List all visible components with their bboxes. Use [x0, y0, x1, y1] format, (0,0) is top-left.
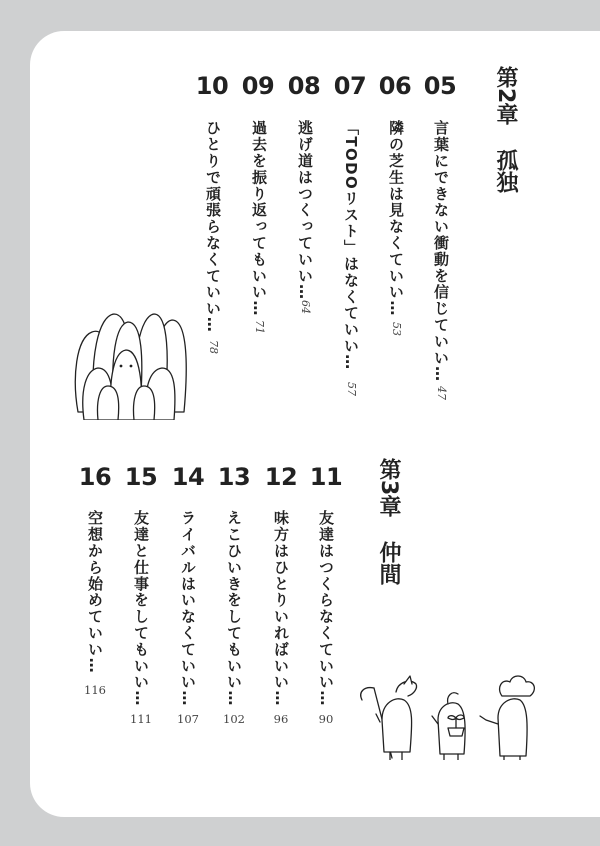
chapter-3-label: 第3章: [376, 458, 401, 518]
entry-10-number: 10: [195, 72, 229, 100]
entry-12-number: 12: [264, 463, 298, 491]
entry-14-page: 107: [177, 712, 199, 726]
entry-05-page: 47: [435, 386, 448, 400]
entry-09-number: 09: [241, 72, 275, 100]
entry-09-page: 71: [253, 320, 266, 334]
entry-11-number: 11: [309, 463, 343, 491]
three-figures-illustration: [352, 666, 542, 760]
entry-16-page: 116: [84, 683, 106, 697]
chapter-3-heading: [376, 458, 400, 585]
chapter-2-subtitle: 孤独: [493, 149, 518, 194]
entry-15-number: 15: [124, 463, 158, 491]
entry-08-title[interactable]: 逃げ道はつくっていい…: [296, 120, 314, 301]
chapter-3-subtitle: 仲間: [376, 541, 401, 586]
entry-13-title[interactable]: えこひいきをしてもいい…: [225, 510, 243, 707]
entry-05-title[interactable]: 言葉にできない衝動を信じていい…: [432, 120, 450, 383]
entry-08-number: 08: [287, 72, 321, 100]
entry-09-title[interactable]: 過去を振り返ってもいい…: [250, 120, 268, 317]
entry-10-page: 78: [207, 340, 220, 354]
entry-14-number: 14: [171, 463, 205, 491]
entry-16-title[interactable]: 空想から始めていい…: [86, 510, 104, 674]
entry-14-title[interactable]: ライバルはいなくていい…: [179, 510, 197, 707]
entry-07-number: 07: [333, 72, 367, 100]
entry-13-number: 13: [217, 463, 251, 491]
entry-06-page: 53: [390, 322, 403, 336]
entry-11-page: 90: [318, 712, 334, 726]
entry-12-page: 96: [273, 712, 289, 726]
entry-10-title[interactable]: ひとりで頑張らなくていい…: [204, 120, 222, 334]
entry-11-title[interactable]: 友達はつくらなくていい…: [317, 510, 335, 707]
chapter-2-label: 第2章: [493, 66, 518, 126]
entry-07-page: 57: [345, 382, 358, 396]
entry-13-page: 102: [223, 712, 245, 726]
entry-15-page: 111: [130, 712, 152, 726]
entry-06-number: 06: [378, 72, 412, 100]
entry-07-title[interactable]: 「TODOリスト」はなくていい…: [342, 120, 360, 371]
entry-08-page: 64: [299, 300, 312, 314]
entry-12-title[interactable]: 味方はひとりいればいい…: [272, 510, 290, 707]
entry-05-number: 05: [423, 72, 457, 100]
entry-15-title[interactable]: 友達と仕事をしてもいい…: [132, 510, 150, 707]
chapter-2-heading: [493, 66, 517, 193]
crowd-illustration: [68, 308, 190, 420]
entry-06-title[interactable]: 隣の芝生は見なくていい…: [387, 120, 405, 317]
entry-16-number: 16: [78, 463, 112, 491]
